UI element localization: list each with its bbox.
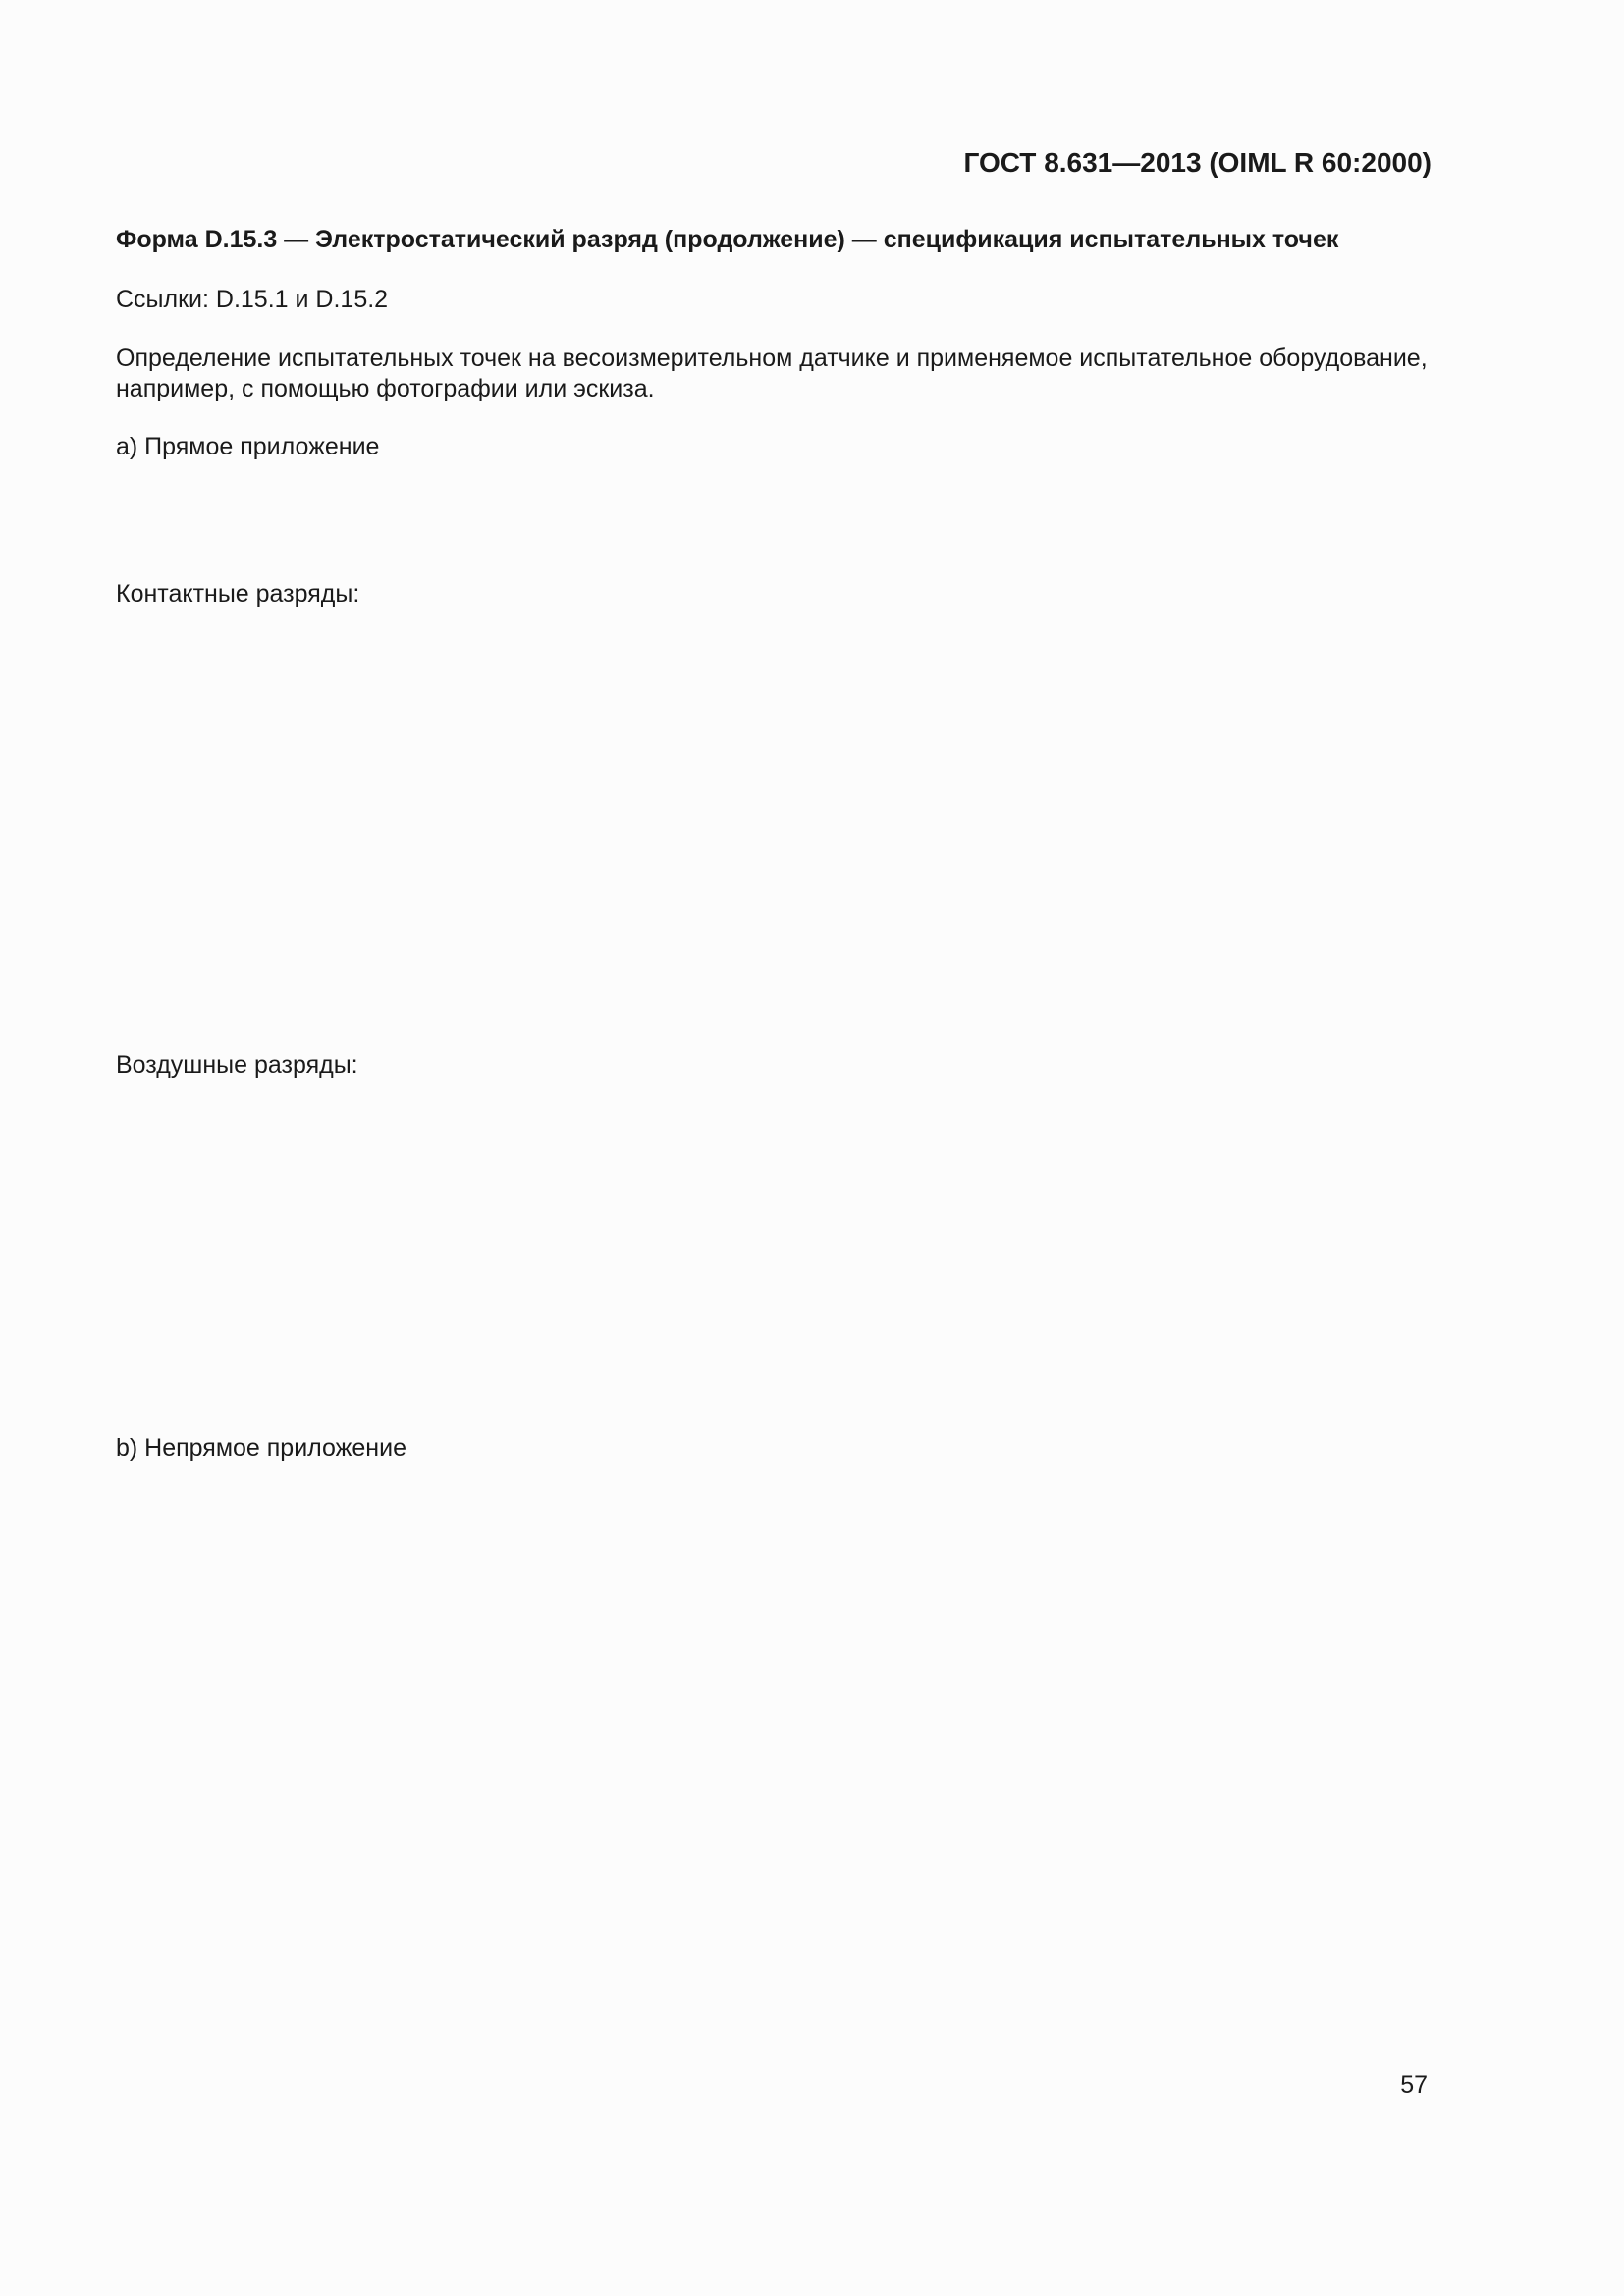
page-number: 57	[1400, 2071, 1428, 2099]
section-indirect-application: b) Непрямое приложение	[116, 1434, 406, 1462]
description-paragraph	[116, 344, 1432, 404]
section-air-discharges: Воздушные разряды:	[116, 1051, 358, 1079]
section-direct-application: а) Прямое приложение	[116, 433, 380, 460]
form-title: Форма D.15.3 — Электростатический разряд (продолжение) — спецификация испытательных точек	[116, 226, 1339, 253]
document-code-header: ГОСТ 8.631—2013 (OIML R 60:2000)	[963, 147, 1432, 178]
description-line-1: Определение испытательных точек на весоизмерительном датчике и применяемое испытательное оборудование,	[116, 345, 1428, 372]
description-line-2: например, с помощью фотографии или эскиза.	[116, 375, 655, 402]
references-line: Ссылки: D.15.1 и D.15.2	[116, 286, 389, 313]
section-contact-discharges: Контактные разряды:	[116, 580, 360, 608]
